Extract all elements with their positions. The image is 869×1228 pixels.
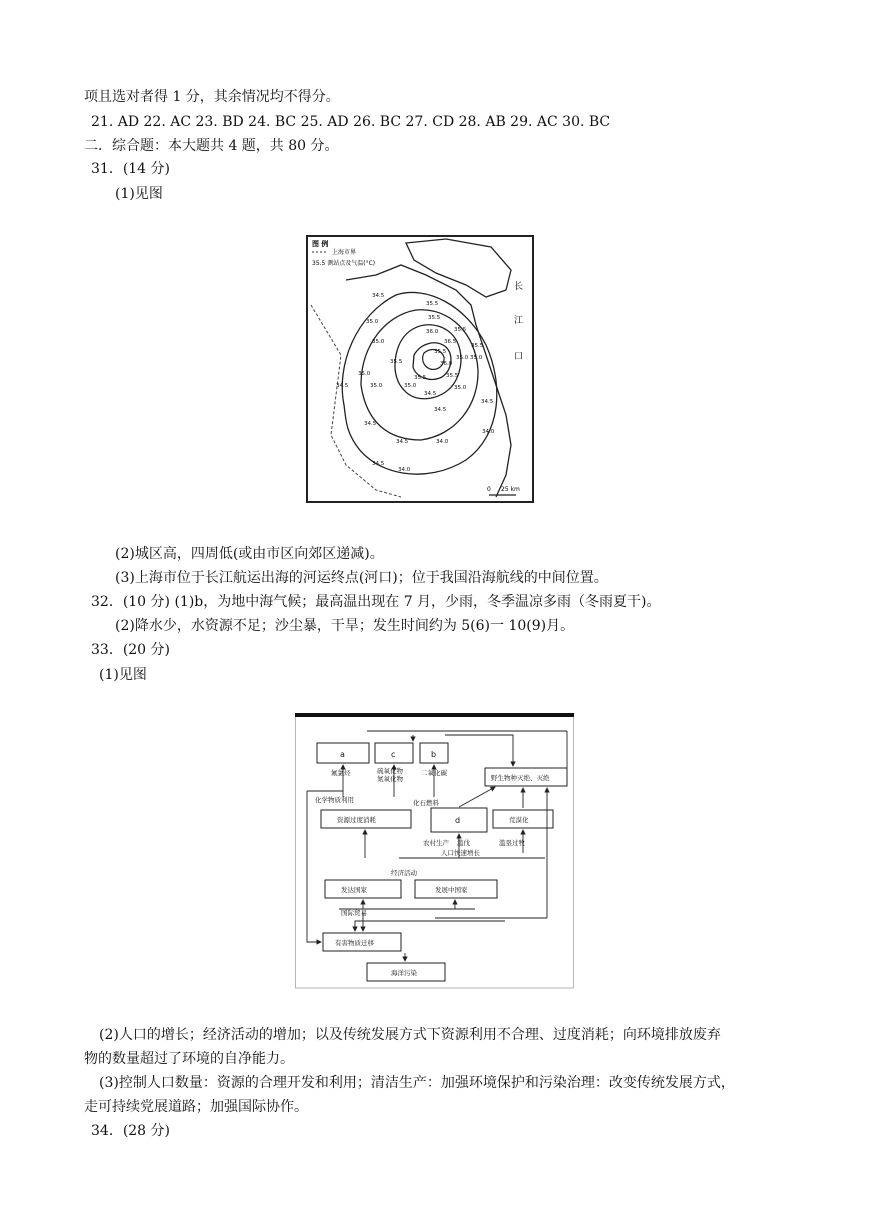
scale-label: 25 km <box>501 486 520 493</box>
temperature-label: 35.5 <box>454 327 467 333</box>
shanghai-temperature-map <box>306 235 534 503</box>
text-line: (2)降水少，水资源不足；沙尘暴，干旱；发生时间约为 5(6)一 10(9)月。 <box>115 618 575 634</box>
temperature-label: 34.5 <box>481 399 494 405</box>
legend-title: 图 例 <box>312 240 329 248</box>
scale-label: 0 <box>487 486 491 493</box>
temperature-label: 35.5 <box>390 359 403 365</box>
temperature-label: 34.5 <box>424 391 437 397</box>
temperature-label: 35.5 <box>428 315 441 321</box>
legend-boundary: 上海市界 <box>332 249 357 256</box>
temperature-label: 34.0 <box>436 439 449 445</box>
text-line: (2)人口的增长；经济活动的增加；以及传统发展方式下资源利用不合理、过度消耗；向环境排放废弃 <box>99 1027 721 1043</box>
arrow-label: 国际贸易 <box>341 909 367 917</box>
box-c-label: c <box>391 750 396 759</box>
box-desert-label: 荒漠化 <box>509 816 529 824</box>
temperature-label: 35.5 <box>446 373 459 379</box>
temperature-label: 34.5 <box>336 383 349 389</box>
text-line: (2)城区高，四周低(或由市区向郊区递减)。 <box>115 546 384 562</box>
temperature-label: 35.5 <box>414 375 427 381</box>
temperature-label: 36.0 <box>426 329 439 335</box>
box-waste-label: 有害物质迁移 <box>335 939 374 947</box>
box-ocean-label: 海洋污染 <box>391 969 417 977</box>
river-label-char: 长 <box>514 282 524 292</box>
arrow-label: 硫氧化物 <box>377 767 403 775</box>
box-developed-label: 发达国家 <box>341 886 367 894</box>
temperature-label: 35.0 <box>366 319 379 325</box>
temperature-label: 36.5 <box>444 339 457 345</box>
environment-flow-diagram <box>295 713 574 989</box>
arrow-label: 经济活动 <box>391 869 417 877</box>
question-number: 31．(14 分) <box>91 161 171 177</box>
temperature-label: 34.5 <box>434 407 447 413</box>
temperature-label: 35.0 <box>404 383 417 389</box>
text-line: 物的数量超过了环境的自净能力。 <box>84 1051 294 1067</box>
temperature-label: 34.0 <box>482 429 495 435</box>
temperature-label: 35.5 <box>471 343 484 349</box>
temperature-label: 35.0 <box>372 339 385 345</box>
legend-point: 35.5 测站点及气温(°C) <box>312 260 376 267</box>
temperature-label: 35.0 <box>358 371 371 377</box>
answer-line: 21. AD 22. AC 23. BD 24. BC 25. AD 26. BC 27. CD 28. AB 29. AC 30. BC <box>91 114 611 130</box>
section-heading: 二．综合题：本大题共 4 题，共 80 分。 <box>84 138 339 154</box>
temperature-label: 34.5 <box>372 293 385 299</box>
arrow-label: 二氧化碳 <box>421 769 447 777</box>
temperature-label: 35.0 <box>470 355 483 361</box>
text-line: (1)见图 <box>115 186 163 202</box>
box-b-label: b <box>431 750 437 759</box>
question-number: 33．(20 分) <box>91 642 171 658</box>
box-d-label: d <box>455 816 461 825</box>
temperature-label: 35.5 <box>434 349 447 355</box>
question-number: 34．(28 分) <box>91 1123 171 1139</box>
box-developing-label: 发展中国家 <box>435 886 468 894</box>
arrow-label: 滥伐 <box>457 839 470 847</box>
temperature-label: 34.0 <box>398 467 411 473</box>
arrow-label: 化石燃料 <box>413 799 439 807</box>
text-line: 走可持续党展道路；加强国际协作。 <box>84 1099 308 1115</box>
text-line: 项且选对者得 1 分，其余情况均不得分。 <box>84 89 340 105</box>
temperature-label: 35.0 <box>370 383 383 389</box>
box-resource-label: 资源过度消耗 <box>337 816 376 824</box>
text-line: (3)上海市位于长江航运出海的河运终点(河口)；位于我国沿海航线的中间位置。 <box>115 570 608 586</box>
temperature-label: 35.0 <box>456 355 469 361</box>
arrow-label: 氮氧化物 <box>377 775 403 783</box>
temperature-label: 34.5 <box>372 461 385 467</box>
arrow-label: 人口快速增长 <box>441 849 480 857</box>
arrow-label: 滥垦过牧 <box>499 839 525 847</box>
text-line: (1)见图 <box>99 667 147 683</box>
box-species-label: 野生物种灭绝、灭绝 <box>491 774 550 782</box>
arrow-label: 氟氯烃 <box>331 769 351 777</box>
temperature-label: 35.0 <box>454 385 467 391</box>
arrow-label: 化学物质利用 <box>315 796 354 804</box>
text-line: (3)控制人口数量：资源的合理开发和利用；清洁生产：加强环境保护和污染治理：改变传统发展方式， <box>99 1075 735 1091</box>
box-a-label: a <box>340 750 345 759</box>
river-label-char: 江 <box>514 316 524 326</box>
temperature-label: 35.5 <box>426 301 439 307</box>
temperature-label: 36.0 <box>440 361 453 367</box>
arrow-label: 农村生产 <box>423 839 449 847</box>
temperature-label: 34.5 <box>364 421 377 427</box>
river-label-char: 口 <box>514 352 524 362</box>
text-line: 32．(10 分) (1)b，为地中海气候；最高温出现在 7 月，少雨，冬季温凉多雨（冬雨夏干)。 <box>91 594 661 610</box>
temperature-label: 34.5 <box>396 439 409 445</box>
